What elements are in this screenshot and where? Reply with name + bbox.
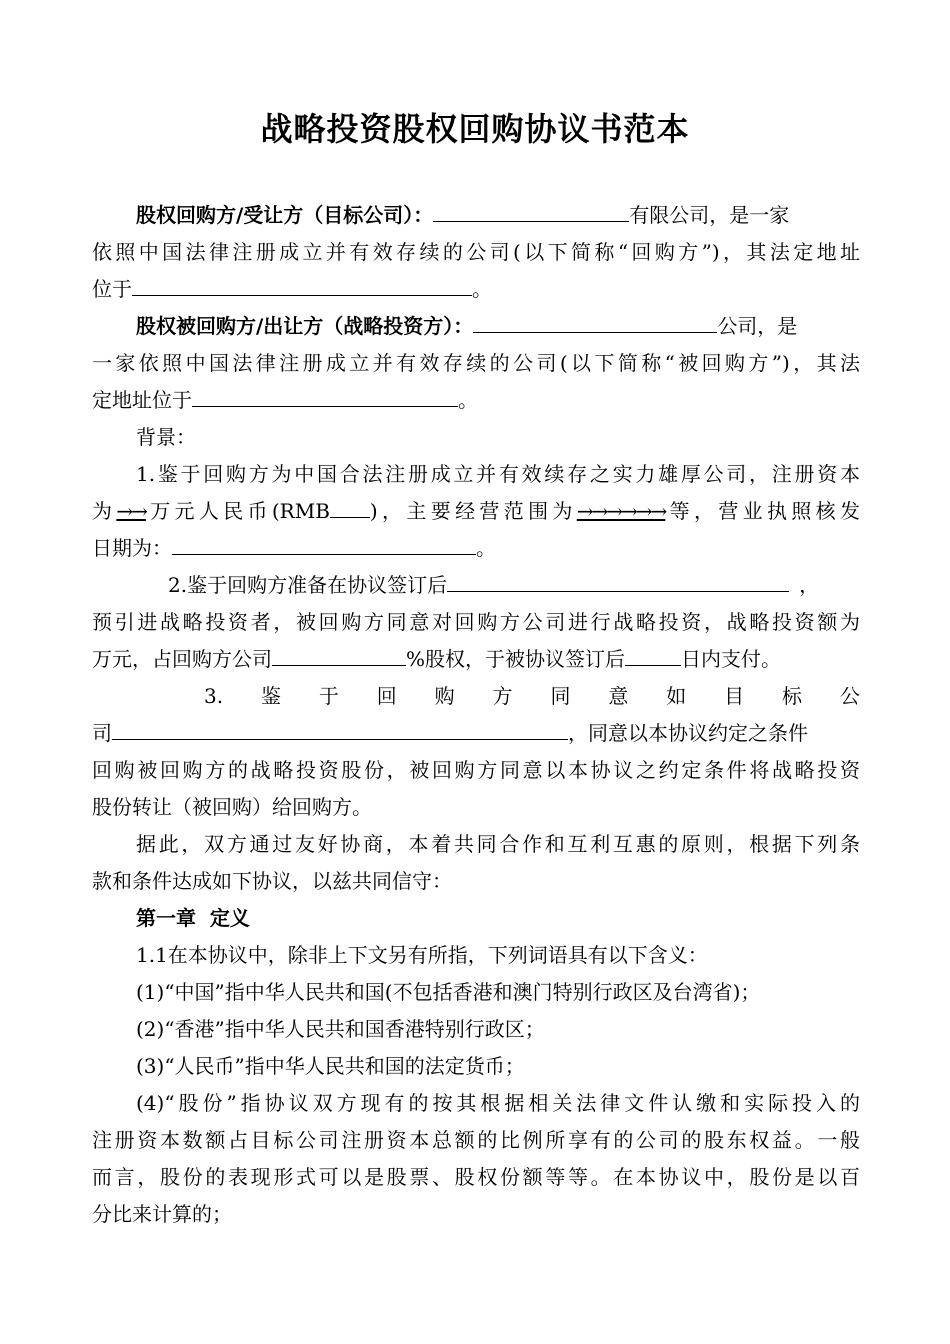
capital-arrows: →→ bbox=[116, 499, 146, 523]
definition-hong-kong: (2)“香港”指中华人民共和国香港特别行政区； bbox=[136, 1017, 545, 1041]
license-date-blank[interactable] bbox=[172, 530, 476, 555]
item3-char: 3. bbox=[204, 684, 224, 708]
item2-text-b: 万元，占回购方公司 bbox=[92, 647, 272, 671]
seller-name-blank[interactable] bbox=[473, 308, 717, 333]
buyer-line-3-end: 。 bbox=[472, 277, 492, 301]
item1-text-b: 万元人民币(RMB bbox=[145, 499, 330, 523]
item3-char: 回 bbox=[376, 684, 397, 708]
buyer-line-1-text: 有限公司，是一家 bbox=[629, 203, 790, 227]
item2-text-c: %股权，于被协议签订后 bbox=[406, 647, 626, 671]
equity-percent-blank[interactable] bbox=[272, 641, 406, 666]
definition-shares-line-1: (4)“股份”指协议双方现有的按其根据相关法律文件认缴和实际投入的 bbox=[136, 1091, 860, 1115]
item3-char: 同 bbox=[550, 684, 571, 708]
item1-line-1: 1.鉴于回购方为中国合法注册成立并有效续存之实力雄厚公司，注册资本 bbox=[136, 462, 860, 486]
definition-rmb: (3)“人民币”指中华人民共和国的法定货币； bbox=[136, 1054, 525, 1078]
item1-line-2 bbox=[92, 493, 860, 529]
buyer-line-2: 依照中国法律注册成立并有效存续的公司(以下简称“回购方”)，其法定地址 bbox=[92, 240, 860, 264]
item3-char: 于 bbox=[318, 684, 339, 708]
buyer-address-label: 位于 bbox=[92, 277, 132, 301]
document-title: 战略投资股权回购协议书范本 bbox=[260, 110, 690, 148]
seller-label: 股权被回购方/出让方（战略投资方）： bbox=[136, 314, 474, 338]
definition-intro: 1.1在本协议中，除非上下文另有所指，下列词语具有以下含义： bbox=[136, 943, 708, 967]
item3-line-4: 股份转让（被回购）给回购方。 bbox=[92, 795, 372, 819]
item3-char: 目 bbox=[724, 684, 745, 708]
item3-char: 鉴 bbox=[260, 684, 281, 708]
seller-line-1 bbox=[92, 308, 860, 344]
seller-line-3-end: 。 bbox=[458, 388, 478, 412]
license-date-label: 日期为： bbox=[92, 536, 172, 560]
target-company-blank[interactable] bbox=[112, 715, 568, 740]
item1-text-d: 等，营业执照核发 bbox=[665, 499, 860, 523]
item2-line-1 bbox=[92, 567, 860, 603]
background-label: 背景： bbox=[136, 425, 196, 449]
item3-line-2 bbox=[92, 715, 860, 751]
buyer-name-blank[interactable] bbox=[433, 197, 629, 222]
item3-char: 购 bbox=[434, 684, 455, 708]
item1-text-a: 为 bbox=[92, 499, 117, 523]
seller-address-blank[interactable] bbox=[192, 382, 458, 407]
item3-line-3: 回购被回购方的战略投资股份，被回购方同意以本协议之约定条件将战略投资 bbox=[92, 758, 860, 782]
buyer-address-blank[interactable] bbox=[132, 271, 472, 296]
item2-text-d: 日内支付。 bbox=[681, 647, 782, 671]
buyer-label: 股权回购方/受让方（目标公司）： bbox=[136, 203, 434, 227]
whereas-line-1: 据此，双方通过友好协商，本着共同合作和互利互惠的原则，根据下列条 bbox=[136, 832, 860, 856]
definition-shares-line-3: 而言，股份的表现形式可以是股票、股权份额等等。在本协议中，股份是以百 bbox=[92, 1165, 860, 1189]
item2-line-2: 预引进战略投资者，被回购方同意对回购方公司进行战略投资，战略投资额为 bbox=[92, 610, 860, 634]
item3-char: 如 bbox=[666, 684, 687, 708]
buyer-line-1 bbox=[92, 197, 860, 233]
definition-shares-line-2: 注册资本数额占目标公司注册资本总额的比例所享有的公司的股东权益。一般 bbox=[92, 1128, 860, 1152]
definition-china: (1)“中国”指中华人民共和国(不包括香港和澳门特别行政区及台湾省)； bbox=[136, 980, 761, 1004]
item3-text-a: 司 bbox=[92, 721, 112, 745]
scope-arrows: →→→→→→ bbox=[576, 499, 666, 523]
item3-char: 方 bbox=[492, 684, 513, 708]
buyer-line-3 bbox=[92, 271, 860, 307]
item1-line-3-end: 。 bbox=[476, 536, 496, 560]
item2-line-1-end: ， bbox=[799, 573, 820, 597]
item3-line-1 bbox=[92, 678, 860, 714]
item1-line-3 bbox=[92, 530, 860, 566]
item2-text-a: 2.鉴于回购方准备在协议签订后 bbox=[168, 573, 448, 597]
seller-line-1-text: 公司，是 bbox=[717, 314, 798, 338]
rmb-blank[interactable] bbox=[330, 493, 370, 518]
item2-line-3 bbox=[92, 641, 860, 677]
item3-char: 公 bbox=[839, 684, 860, 708]
item1-text-c: )，主要经营范围为 bbox=[369, 499, 577, 523]
seller-line-2: 一家依照中国法律注册成立并有效存续的公司(以下简称“被回购方”)，其法 bbox=[92, 351, 860, 375]
chapter-1-heading: 第一章 定义 bbox=[136, 906, 250, 930]
payment-days-blank[interactable] bbox=[625, 641, 681, 666]
whereas-line-2: 款和条件达成如下协议，以兹共同信守： bbox=[92, 869, 452, 893]
seller-line-3 bbox=[92, 382, 860, 418]
sign-period-blank[interactable] bbox=[447, 567, 789, 592]
item3-char: 意 bbox=[608, 684, 629, 708]
item3-char: 标 bbox=[782, 684, 802, 708]
definition-shares-line-4: 分比来计算的； bbox=[92, 1202, 232, 1226]
item3-text-b: ，同意以本协议约定之条件 bbox=[568, 721, 808, 745]
seller-address-label: 定地址位于 bbox=[92, 388, 192, 412]
